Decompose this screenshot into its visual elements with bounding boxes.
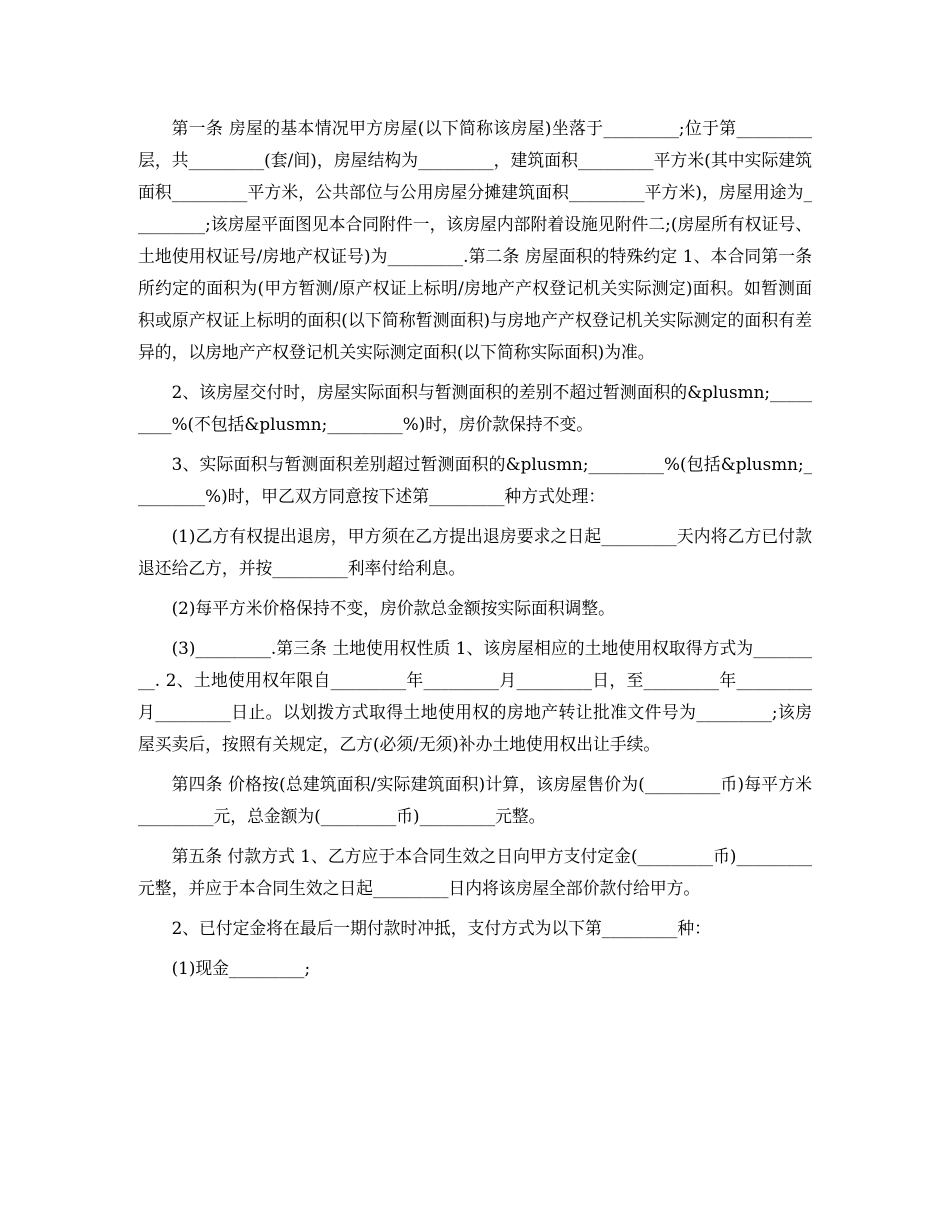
- contract-page: [138, 112, 812, 984]
- paragraph-article-4: 第四条 价格按(总建筑面积/实际建筑面积)计算，该房屋售价为(_________币)每平方米_________元，总金额为(_________币)_________元整。: [138, 774, 812, 826]
- paragraph-area-exceed: 3、实际面积与暂测面积差别超过暂测面积的&plusmn;_________%(包括&plusmn;_________%)时，甲乙双方同意按下述第_________种方式处理：: [138, 454, 812, 506]
- paragraph-option-3-article-3: (3)_________.第三条 土地使用权性质 1、该房屋相应的土地使用权取得方式为_________. 2、土地使用权年限自_________年_________月_________日，至_________年_________月_________日止。以划拨方式取得土地使用权的房地产转让批准文件号为_________;该房屋买卖后，按照有关规定，乙方(必须/无须)补办土地使用权出让手续。: [138, 638, 812, 754]
- paragraph-article-1-2: 第一条 房屋的基本情况甲方房屋(以下简称该房屋)坐落于_________;位于第_________层，共_________(套/间)，房屋结构为_________，建筑面积_________平方米(其中实际建筑面积_________平方米，公共部位与公用房屋分摊建筑面积_________平方米)，房屋用途为_________;该房屋平面图见本合同附件一，该房屋内部附着设施见附件二;(房屋所有权证号、土地使用权证号/房地产权证号)为_________.第二条 房屋面积的特殊约定 1、本合同第一条所约定的面积为(甲方暂测/原产权证上标明/房地产产权登记机关实际测定)面积。如暂测面积或原产权证上标明的面积(以下简称暂测面积)与房地产产权登记机关实际测定的面积有差异的，以房地产产权登记机关实际测定面积(以下简称实际面积)为准。: [138, 118, 812, 362]
- paragraph-option-1: (1)乙方有权提出退房，甲方须在乙方提出退房要求之日起_________天内将乙方已付款退还给乙方，并按_________利率付给利息。: [138, 526, 812, 578]
- paragraph-cash: (1)现金_________;: [171, 958, 311, 978]
- paragraph-article-5: 第五条 付款方式 1、乙方应于本合同生效之日向甲方支付定金(_________币)_________元整，并应于本合同生效之日起_________日内将该房屋全部价款付给甲方。: [138, 846, 812, 898]
- paragraph-deposit-offset: 2、已付定金将在最后一期付款时冲抵，支付方式为以下第_________种：: [171, 918, 711, 938]
- paragraph-option-2: (2)每平方米价格保持不变，房价款总金额按实际面积调整。: [171, 598, 615, 618]
- paragraph-area-tolerance: 2、该房屋交付时，房屋实际面积与暂测面积的差别不超过暂测面积的&plusmn;_________%(不包括&plusmn;_________%)时，房价款保持不变。: [138, 382, 812, 434]
